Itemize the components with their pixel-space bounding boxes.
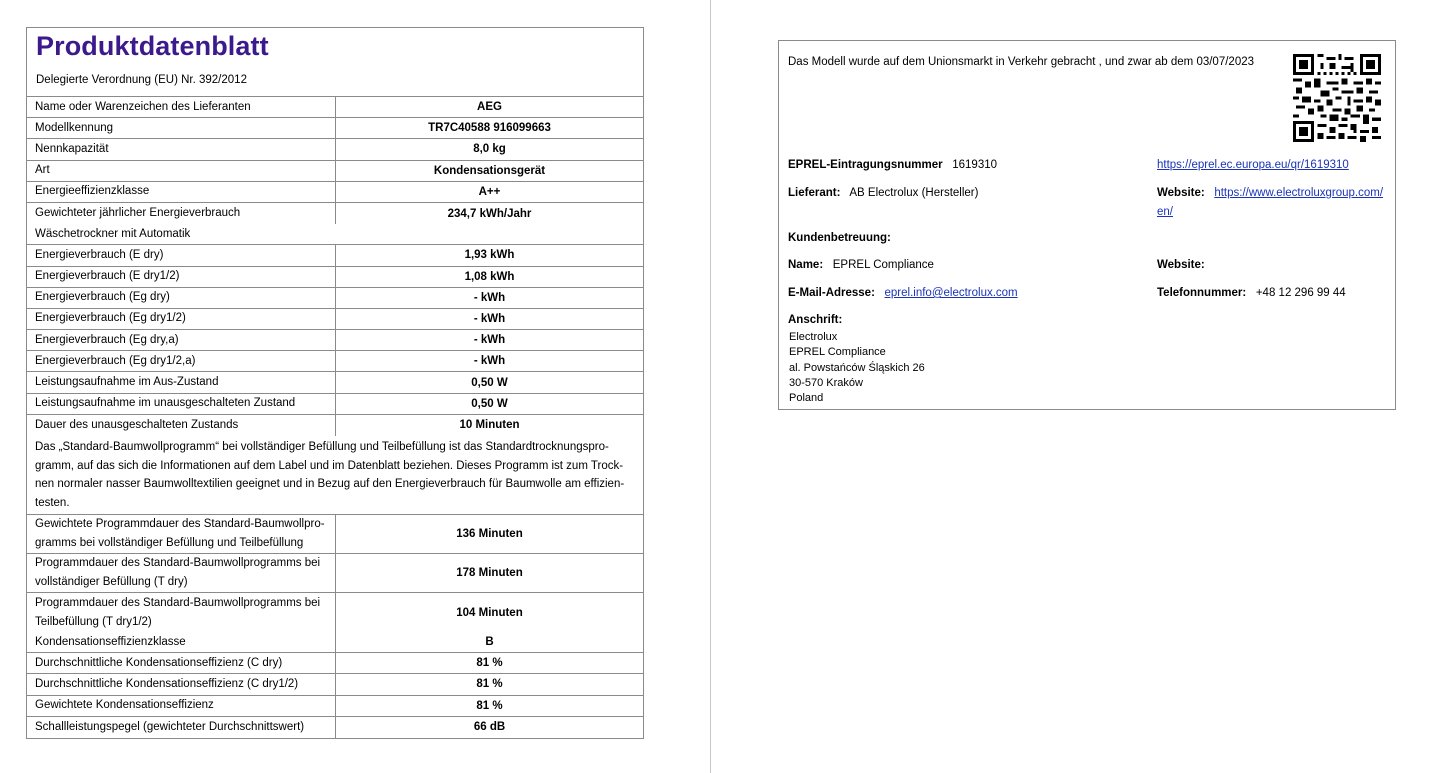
eprel-label: EPREL-Eintragungsnummer <box>788 159 943 171</box>
row-label <box>27 515 336 553</box>
row-value: 10 Minuten <box>459 419 520 432</box>
row-value: B <box>485 636 494 649</box>
eprel-registration <box>788 159 997 171</box>
market-date-text: Das Modell wurde auf dem Unionsmarkt in Verkehr gebracht , und zwar ab dem 03/07/2023 <box>788 56 1255 68</box>
row-label: Energieverbrauch (Eg dry1/2,a) <box>27 351 336 371</box>
table-row <box>27 203 643 224</box>
table-row <box>27 632 643 653</box>
name-label: Name: <box>788 259 824 271</box>
row-label: Energieverbrauch (Eg dry) <box>27 288 336 308</box>
row-label: Modellkennung <box>27 118 336 138</box>
row-label: Nennkapazität <box>27 139 336 159</box>
table-row <box>27 394 643 415</box>
eprel-value: 1619310 <box>952 159 998 171</box>
datasheet-title: Produktdatenblatt <box>36 31 269 61</box>
row-value: 81 % <box>476 657 503 670</box>
row-label-line: Teilbefüllung (T dry1/2) <box>35 615 152 628</box>
supplier-value: AB Electrolux (Hersteller) <box>849 187 979 199</box>
address-label: Anschrift: <box>788 314 843 326</box>
table-row <box>27 415 643 436</box>
row-value: 234,7 kWh/Jahr <box>447 207 532 220</box>
row-label-line: gramms bei vollständiger Befüllung und Teilbefüllung <box>35 537 304 549</box>
table-row <box>27 330 643 351</box>
email-label: E-Mail-Adresse: <box>788 287 875 299</box>
row-label: Leistungsaufnahme im unausgeschalteten Zustand <box>27 394 336 414</box>
paragraph-line: nen normaler nasser Baumwolltextilien geeignet und in Bezug auf den Energieverbrauch für Baumwolle am effizien- <box>35 478 625 490</box>
address-line: 30-570 Kraków <box>789 376 863 389</box>
row-value: 81 % <box>476 678 503 691</box>
table-row <box>27 554 643 593</box>
address-line: al. Powstańców Śląskich 26 <box>789 361 925 374</box>
row-value: 178 Minuten <box>456 567 523 579</box>
row-label-line: Gewichtete Programmdauer des Standard-Baumwollpro- <box>35 518 325 530</box>
email-link[interactable]: eprel.info@electrolux.com <box>884 287 1018 299</box>
row-label: Energieverbrauch (E dry1/2) <box>27 267 336 287</box>
table-row <box>27 267 643 288</box>
phone-label: Telefonnummer: <box>1157 287 1247 299</box>
table-row <box>27 674 643 695</box>
table-row <box>27 245 643 266</box>
table-row <box>27 351 643 372</box>
row-label: Durchschnittliche Kondensationseffizienz (C dry) <box>27 653 336 673</box>
eprel-qr-link[interactable]: https://eprel.ec.europa.eu/qr/1619310 <box>1157 159 1349 171</box>
row-value: Kondensationsgerät <box>433 164 546 177</box>
row-label: Energieverbrauch (Eg dry1/2) <box>27 309 336 329</box>
row-label: Energieeffizienzklasse <box>27 182 336 202</box>
row-value: 66 dB <box>473 721 506 734</box>
datasheet-subtitle: Delegierte Verordnung (EU) Nr. 392/2012 <box>36 74 247 86</box>
email-line <box>788 287 1018 299</box>
page-divider <box>710 0 711 773</box>
row-value: 1,08 kWh <box>464 270 515 283</box>
row-label-line: vollständiger Befüllung (T dry) <box>35 576 188 588</box>
standard-program-paragraph <box>27 436 643 515</box>
product-datasheet <box>26 27 644 739</box>
table-row <box>27 161 643 182</box>
address-line: Electrolux <box>789 331 838 343</box>
table-row <box>27 515 643 554</box>
supplier-info-panel <box>778 40 1396 410</box>
contact-name-line <box>788 259 934 271</box>
row-value: - kWh <box>473 291 506 304</box>
table-row <box>27 309 643 330</box>
row-label: Name oder Warenzeichen des Lieferanten <box>27 97 336 117</box>
table-row <box>27 118 643 139</box>
row-label-line: Programmdauer des Standard-Baumwollprogramms bei <box>35 557 321 569</box>
contact-website-label: Website: <box>1157 259 1205 271</box>
row-value: TR7C40588 916099663 <box>428 122 551 135</box>
table-row <box>27 182 643 203</box>
qr-code-icon[interactable] <box>1293 54 1381 142</box>
row-label-line: Programmdauer des Standard-Baumwollprogramms bei <box>35 596 321 609</box>
phone-line <box>1157 287 1346 299</box>
address-line: EPREL Compliance <box>789 346 886 359</box>
row-value: - kWh <box>473 312 506 325</box>
table-row <box>27 224 643 245</box>
row-value: 8,0 kg <box>473 143 506 156</box>
row-label: Kondensationseffizienzklasse <box>27 632 336 652</box>
row-value: A++ <box>478 185 501 198</box>
row-value: 136 Minuten <box>456 528 523 540</box>
table-row <box>27 717 643 738</box>
address-line: Poland <box>789 392 824 405</box>
row-value: AEG <box>477 101 502 114</box>
row-label: Gewichteter jährlicher Energieverbrauch <box>27 203 336 224</box>
row-label: Wäschetrockner mit Automatik <box>35 227 191 240</box>
row-value: 0,50 W <box>471 376 508 389</box>
row-label: Leistungsaufnahme im Aus-Zustand <box>27 372 336 392</box>
row-label: Gewichtete Kondensationseffizienz <box>27 696 336 716</box>
paragraph-line: Das „Standard-Baumwollprogramm“ bei vollständiger Befüllung und Teilbefüllung ist das Standardtrocknungspro- <box>35 441 609 453</box>
paragraph-line: gramm, auf das sich die Informationen auf dem Label und im Datenblatt beziehen. Dieses Programm ist zum Trock- <box>35 459 624 472</box>
row-value: 1,93 kWh <box>464 249 515 262</box>
table-row <box>27 97 643 118</box>
row-label <box>27 554 336 592</box>
row-label: Durchschnittliche Kondensationseffizienz (C dry1/2) <box>27 674 336 694</box>
website-link[interactable]: https://www.electroluxgroup.com/ <box>1214 187 1384 199</box>
row-label: Dauer des unausgeschalteten Zustands <box>27 415 336 436</box>
address-block <box>789 330 925 406</box>
row-label: Schallleistungspegel (gewichteter Durchschnittswert) <box>27 717 336 738</box>
table-row <box>27 696 643 717</box>
row-value: - kWh <box>473 355 506 368</box>
phone-value: +48 12 296 99 44 <box>1255 287 1346 299</box>
supplier-line <box>788 187 978 199</box>
row-label: Energieverbrauch (Eg dry,a) <box>27 330 336 350</box>
row-value: - kWh <box>473 334 506 347</box>
datasheet-header <box>27 28 643 97</box>
supplier-label: Lieferant: <box>788 187 841 199</box>
row-value: 104 Minuten <box>456 606 523 619</box>
row-value: 81 % <box>476 699 503 712</box>
row-label: Art <box>27 161 336 181</box>
name-value: EPREL Compliance <box>832 259 934 271</box>
row-label <box>27 593 336 632</box>
paragraph-line: testen. <box>35 496 70 509</box>
table-row <box>27 593 643 632</box>
table-row <box>27 372 643 393</box>
website-link-continued[interactable]: en/ <box>1157 206 1173 218</box>
table-row <box>27 653 643 674</box>
row-label: Energieverbrauch (E dry) <box>27 245 336 265</box>
row-value: 0,50 W <box>471 397 508 410</box>
table-row <box>27 139 643 160</box>
table-row <box>27 288 643 309</box>
website-label: Website: <box>1157 187 1205 199</box>
website-line <box>1157 187 1383 199</box>
customer-service-heading: Kundenbetreuung: <box>788 232 891 244</box>
